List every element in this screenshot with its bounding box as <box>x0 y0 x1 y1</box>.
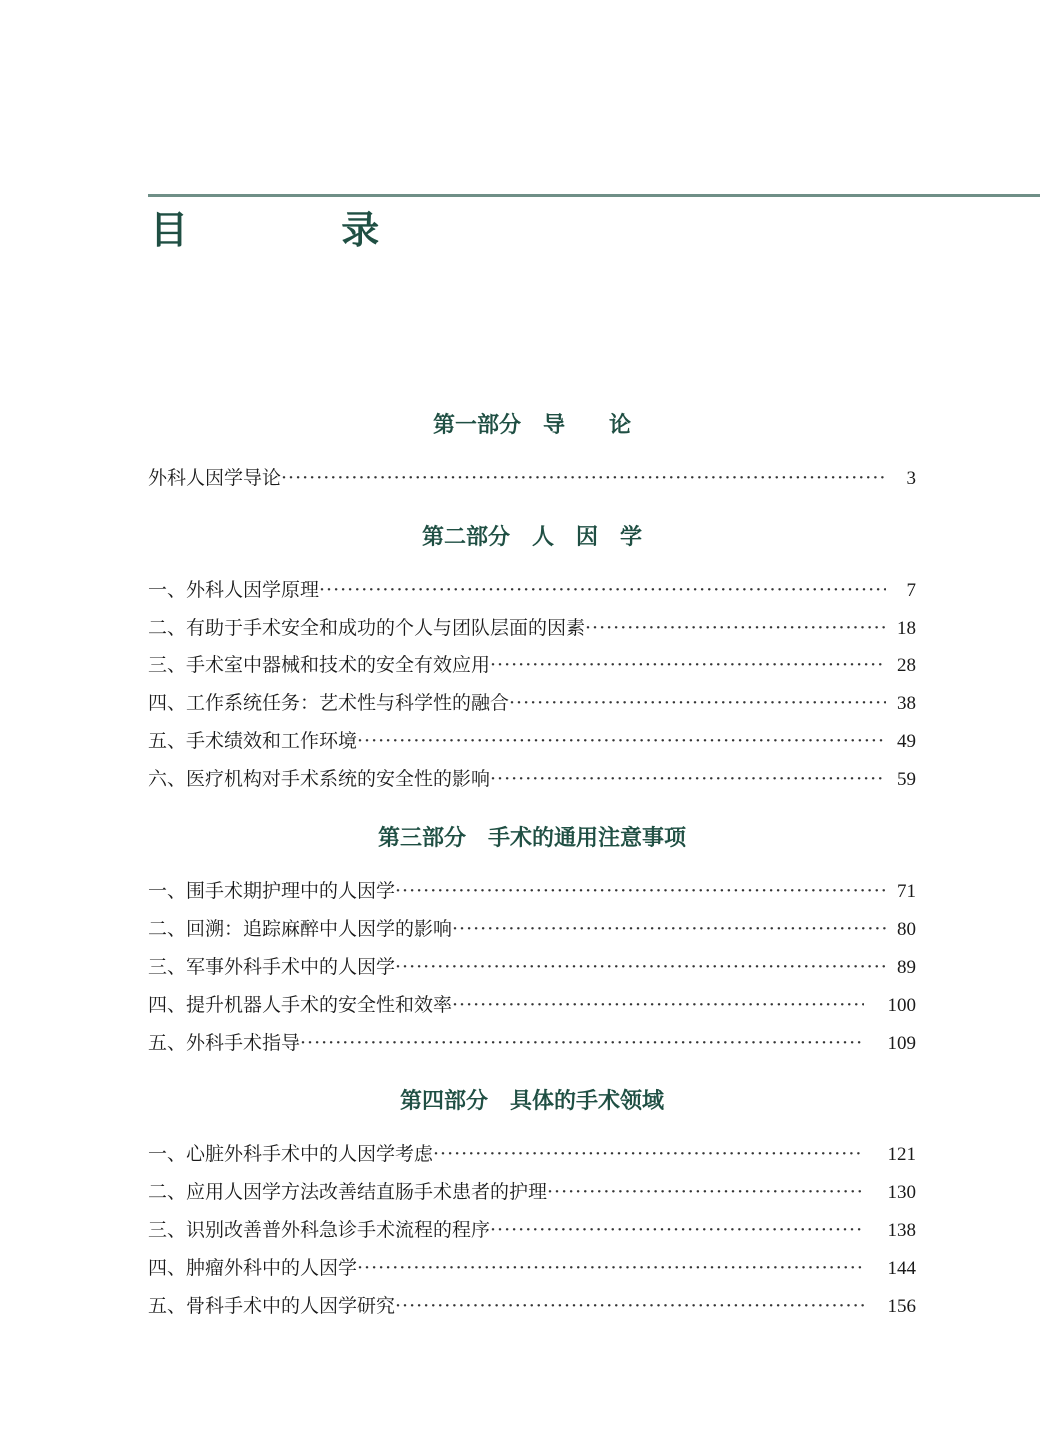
entry-page: 109 <box>887 1033 916 1054</box>
entry-page: 71 <box>897 881 916 902</box>
entry-title: 四、工作系统任务：艺术性与科学性的融合 <box>148 692 510 714</box>
part-heading-3: 第三部分 手术的通用注意事项 <box>377 826 686 851</box>
dot-leader <box>300 1029 864 1057</box>
toc-entry[interactable] <box>148 689 916 717</box>
toc-entry[interactable] <box>148 953 916 981</box>
entry-title: 一、心脏外科手术中的人因学考虑 <box>148 1143 434 1165</box>
dot-leader <box>395 953 886 981</box>
entry-title: 一、围手术期护理中的人因学 <box>148 880 396 902</box>
dot-leader <box>395 877 886 905</box>
part-heading-4: 第四部分 具体的手术领域 <box>399 1089 664 1114</box>
entry-title: 二、应用人因学方法改善结直肠手术患者的护理 <box>148 1181 548 1203</box>
entry-page: 18 <box>897 618 916 639</box>
part-heading-1: 第一部分 导 论 <box>432 413 631 438</box>
entry-title: 二、回溯：追踪麻醉中人因学的影响 <box>148 918 453 940</box>
page-title: 目 录 <box>150 208 450 252</box>
entry-title: 一、外科人因学原理 <box>148 579 320 601</box>
entry-page: 89 <box>897 957 916 978</box>
entry-page: 59 <box>897 769 916 790</box>
entry-page: 49 <box>897 731 916 752</box>
toc-entry[interactable] <box>148 614 916 642</box>
dot-leader <box>547 1178 864 1206</box>
dot-leader <box>490 765 886 793</box>
entry-page: 144 <box>887 1258 916 1279</box>
entry-page: 130 <box>887 1182 916 1203</box>
entry-title: 外科人因学导论 <box>148 467 282 489</box>
dot-leader <box>357 727 886 755</box>
dot-leader <box>509 689 886 717</box>
entry-page: 38 <box>897 693 916 714</box>
entry-page: 28 <box>897 655 916 676</box>
entry-page: 100 <box>887 995 916 1016</box>
toc-entry[interactable] <box>148 1178 916 1206</box>
toc-entry[interactable] <box>148 464 916 492</box>
entry-page: 138 <box>887 1220 916 1241</box>
entry-title: 三、识别改善普外科急诊手术流程的程序 <box>148 1219 491 1241</box>
entry-page: 7 <box>906 580 916 601</box>
dot-leader <box>490 1216 864 1244</box>
dot-leader <box>452 915 886 943</box>
entry-title: 三、手术室中器械和技术的安全有效应用 <box>148 654 491 676</box>
toc-entry[interactable] <box>148 727 916 755</box>
entry-title: 二、有助于手术安全和成功的个人与团队层面的因素 <box>148 617 586 639</box>
toc-entry[interactable] <box>148 991 916 1019</box>
dot-leader <box>452 991 864 1019</box>
toc-entry[interactable] <box>148 651 916 679</box>
toc-entry[interactable] <box>148 765 916 793</box>
dot-leader <box>319 576 886 604</box>
entry-title: 四、提升机器人手术的安全性和效率 <box>148 994 453 1016</box>
entry-title: 三、军事外科手术中的人因学 <box>148 956 396 978</box>
toc-entry[interactable] <box>148 1140 916 1168</box>
dot-leader <box>357 1254 864 1282</box>
toc-entry[interactable] <box>148 1029 916 1057</box>
entry-title: 四、肿瘤外科中的人因学 <box>148 1257 358 1279</box>
dot-leader <box>490 651 886 679</box>
entry-page: 121 <box>887 1144 916 1165</box>
entry-title: 六、医疗机构对手术系统的安全性的影响 <box>148 768 491 790</box>
toc-entry[interactable] <box>148 877 916 905</box>
entry-title: 五、骨科手术中的人因学研究 <box>148 1295 396 1317</box>
toc-entry[interactable] <box>148 576 916 604</box>
toc-entry[interactable] <box>148 1216 916 1244</box>
toc-entry[interactable] <box>148 1292 916 1320</box>
toc-entry[interactable] <box>148 1254 916 1282</box>
dot-leader <box>585 614 886 642</box>
part-heading-2: 第二部分 人 因 学 <box>421 525 642 550</box>
entry-title: 五、外科手术指导 <box>148 1032 301 1054</box>
entry-page: 80 <box>897 919 916 940</box>
entry-title: 五、手术绩效和工作环境 <box>148 730 358 752</box>
top-rule <box>148 194 1040 197</box>
dot-leader <box>433 1140 864 1168</box>
dot-leader <box>395 1292 864 1320</box>
dot-leader <box>281 464 886 492</box>
entry-page: 156 <box>887 1296 916 1317</box>
toc-entry[interactable] <box>148 915 916 943</box>
entry-page: 3 <box>906 468 916 489</box>
